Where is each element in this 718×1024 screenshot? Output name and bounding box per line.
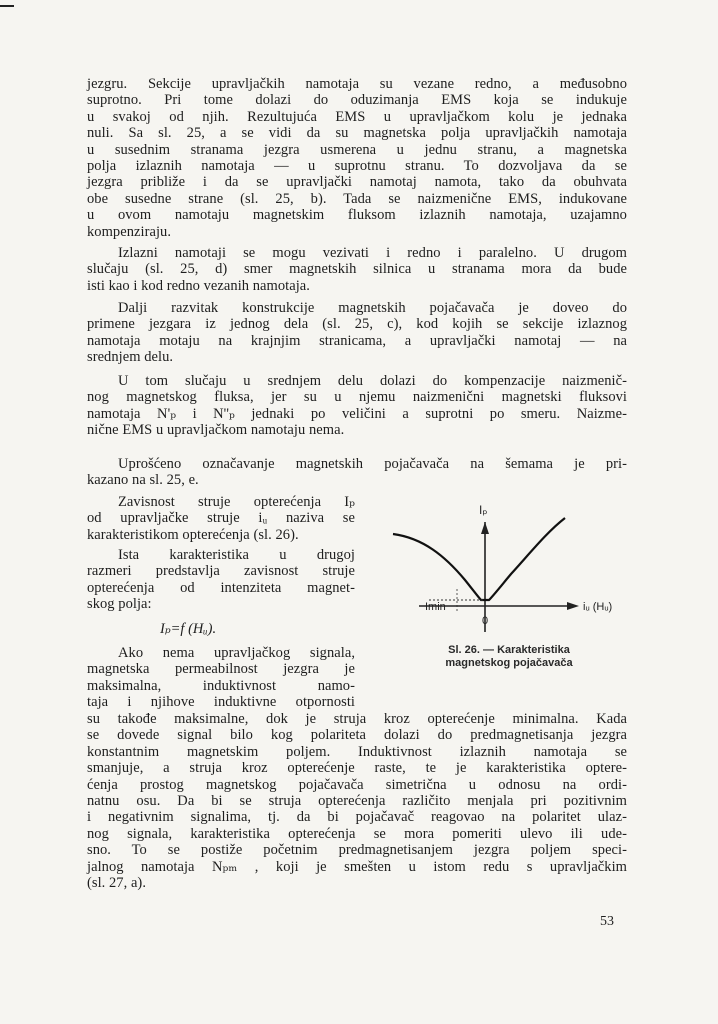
text-line: jezgra približe i da se upravljački namotaj namota, tako da obuhvata [87, 174, 627, 191]
text-line: karakteristikom opterećenja (sl. 26). [87, 526, 299, 543]
x-axis-label: iᵤ (Hᵤ) [583, 601, 613, 613]
text-line: Izlazni namotaji se mogu vezivati i redno i paralelno. U drugom [118, 245, 627, 261]
text-line: u susednim stranama jezgra usmerena u jednu stranu, a magnetska [87, 141, 627, 158]
text-line: obe susedne strane (sl. 25, b). Tada se naizmenične EMS, indukovane [87, 190, 627, 207]
text-line: primene jezgara iz jednog dela (sl. 25, c), kod kojih se sekcije izlaznog [87, 316, 627, 333]
paragraph-1 [87, 76, 627, 240]
load-characteristic-curve [393, 518, 565, 600]
text-line: polja izlaznih namotaja — u suprotnu stranu. To dozvoljava da se [87, 158, 627, 175]
text-line: maksimalna, induktivnost namo- [87, 677, 355, 694]
text-line: srednjem delu. [87, 349, 174, 366]
text-line: taja i njihove induktivne otpornosti [87, 694, 355, 711]
origin-label: 0 [482, 615, 489, 627]
paragraph-2 [87, 245, 627, 294]
text-line: jezgru. Sekcije upravljačkih namotaja su vezane redno, a međusobno [87, 76, 627, 92]
text-line: suprotno. Pri tome dolazi do oduzimanja EMS koja se indukuje [87, 92, 627, 109]
text-line: od upravljačke struje iᵤ naziva se [87, 510, 355, 527]
text-line: U tom slučaju u srednjem delu dolazi do kompenzacije naizmenič- [118, 373, 627, 389]
text-line: namotaja motaju na krajnjim stranicama, a upravljački namotaj — na [87, 332, 627, 349]
text-line: Zavisnost struje opterećenja Iₚ [118, 494, 355, 510]
paragraph-3 [87, 300, 627, 366]
text-line: u svakoj od njih. Rezultujuća EMS u upravljačkom kolu je jednaka [87, 108, 627, 125]
text-line: natnu osu. Da bi se struja opterećenja različito menjala pri pozitivnim [87, 793, 627, 810]
corner-mark [0, 5, 14, 7]
text-line: kazano na sl. 25, e. [87, 472, 199, 489]
text-line: sno. To se postiže početnim predmagnetisanjem jezgra poljem speci- [87, 842, 627, 859]
characteristic-diagram [385, 494, 633, 644]
text-line: se dovede signal bilo kog polariteta dolazi do predmagnetisanja jezgra [87, 727, 627, 744]
text-line: magnetska permeabilnost jezgra je [87, 661, 355, 678]
imin-label: Imin [425, 601, 446, 613]
text-line: nične EMS u upravljačkom namotaju nema. [87, 422, 345, 439]
text-line: opterećenja od intenziteta magnet- [87, 579, 355, 596]
caption-line: Sl. 26. — Karakteristika [448, 644, 570, 656]
text-line: Ista karakteristika u drugoj [118, 547, 355, 563]
text-line: razmeri predstavlja zavisnost struje [87, 563, 355, 580]
equation: Iₚ=f (Hᵤ). [160, 621, 217, 637]
paragraph-7 [87, 547, 355, 613]
text-line: isti kao i kod redno vezanih namotaja. [87, 277, 310, 294]
figure-caption [385, 644, 633, 670]
y-axis-label: Iₚ [479, 503, 488, 517]
paragraph-8-narrow [87, 645, 355, 711]
text-line: ćenja prostog magnetskog pojačavača simetrična u odnosu na ordi- [87, 776, 627, 793]
text-line: i negativnim signalima, tj. da bi pojačavač reagovao na polaritet ulaz- [87, 809, 627, 826]
text-line: skog polja: [87, 596, 152, 613]
paragraph-6 [87, 494, 355, 543]
text-line: namotaja N'ₚ i N''ₚ jednaki po veličini a suprotni po smeru. Naizme- [87, 405, 627, 422]
text-line: u ovom namotaju magnetskim fluksom izlaznih namotaja, uzajamno [87, 207, 627, 224]
text-line: su takođe maksimalne, dok je struja kroz opterećenje minimalna. Kada [87, 711, 627, 727]
text-line: Ako nema upravljačkog signala, [118, 645, 355, 661]
page-number: 53 [600, 914, 614, 929]
text-line: jalnog namotaja Nₚₘ , koji je smešten u istom redu s upravljačkim [87, 858, 627, 875]
text-line: nog signala, karakteristika opterećenja se mora pomeriti ulevo ili ude- [87, 825, 627, 842]
y-axis-arrow [481, 522, 489, 534]
text-line: Dalji razvitak konstrukcije magnetskih pojačavača je doveo do [118, 300, 627, 316]
figure-26 [385, 494, 633, 674]
text-line: nog magnetskog fluksa, jer su u njemu naizmenični magnetski fluksovi [87, 389, 627, 406]
text-line: (sl. 27, a). [87, 875, 146, 892]
caption-line: magnetskog pojačavača [445, 657, 573, 669]
text-line: nuli. Sa sl. 25, a se vidi da su magnetska polja upravljačkih namotaja [87, 125, 627, 142]
text-line: Uprošćeno označavanje magnetskih pojačavača na šemama je pri- [118, 456, 627, 472]
paragraph-5 [87, 456, 627, 489]
x-axis-arrow [567, 602, 579, 610]
paragraph-4 [87, 373, 627, 439]
text-line: smanjuje, a struja kroz opterećenje raste, te je karakteristika optere- [87, 760, 627, 777]
text-line: kompenziraju. [87, 223, 171, 240]
text-line: konstantnim magnetskim poljem. Induktivnost izlaznih namotaja se [87, 743, 627, 760]
text-line: slučaju (sl. 25, d) smer magnetskih silnica u stranama mora da bude [87, 261, 627, 278]
paragraph-8-wide [87, 711, 627, 891]
